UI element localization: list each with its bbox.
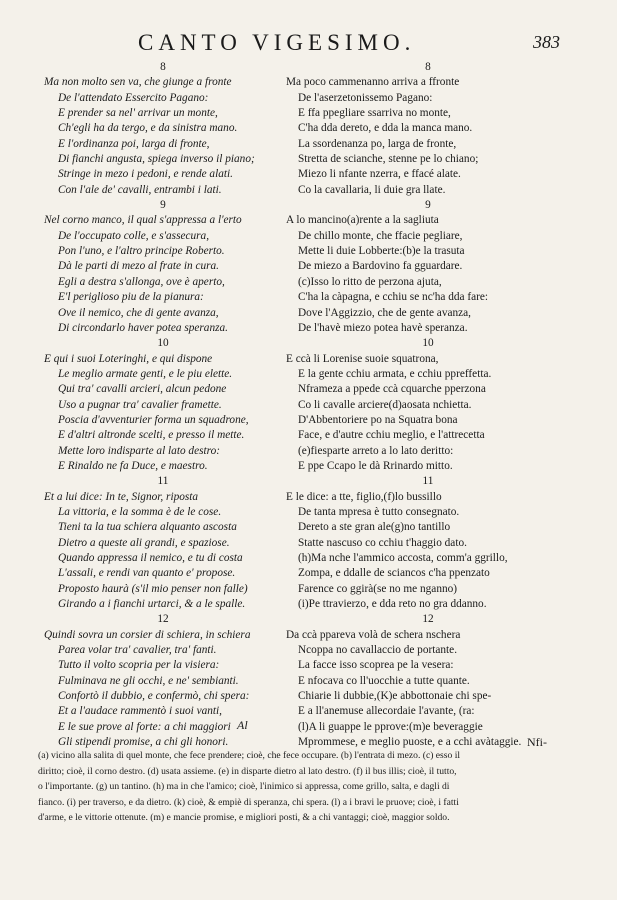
- verse-line: (e)fiesparte arreto a lo lato deritto:: [298, 444, 454, 457]
- verse-line: Ncoppa no cavallaccio de portante.: [298, 644, 458, 657]
- verse-line: Dà le parti di mezo al frate in cura.: [58, 260, 219, 273]
- verse-line: La vittoria, e la somma è de le cose.: [58, 505, 222, 518]
- verse-line: Di circondarlo haver potea speranza.: [58, 321, 228, 334]
- verse-line: Nframeza a ppede ccà cquarche pperzona: [298, 383, 486, 396]
- verse-line: E le dice: a tte, figlio,(f)lo bussillo: [286, 490, 442, 503]
- stanza-number: 9: [425, 199, 431, 212]
- verse-line: De chillo monte, che ffacie pegliare,: [298, 229, 463, 242]
- verse-line: De l'aserzetonissemo Pagano:: [298, 91, 433, 104]
- stanza-number: 8: [425, 61, 431, 73]
- verse-line: (l)A li guappe le pprove:(m)e beveraggie: [298, 720, 483, 733]
- stanza-number: 10: [422, 337, 434, 350]
- catchword-left: Al: [237, 718, 248, 732]
- verse-line: Tieni ta la tua schiera alquanto ascosta: [58, 521, 237, 534]
- verse-line: E Rinaldo ne fa Duce, e maestro.: [58, 459, 208, 472]
- verse-line: E d'altri altronde scelti, e presso il mette.: [58, 429, 245, 442]
- page-number: 383: [533, 32, 560, 52]
- italian-text-column: [44, 60, 282, 750]
- verse-line: E a ll'anemuse allecordaie l'avante, (ra:: [298, 705, 475, 718]
- verse-line: E'l periglioso piu de la pianura:: [58, 291, 204, 304]
- verse-line: Mprommese, e meglio puoste, e a cchi avàtaggie.: [298, 736, 522, 749]
- footnote-line: diritto; cioè, il corno destro. (d) usata assieme. (e) in disparte dietro al lato destro. (f) il bus illis; cioè, il tutto,: [38, 765, 457, 777]
- verse-line: Fulminava ne gli occhi, e ne' sembianti.: [58, 674, 239, 687]
- verse-line: Poscia d'avventurier forma un squadrone,: [58, 413, 249, 426]
- verse-line: E nfocava co ll'uocchie a tutte quante.: [298, 674, 470, 687]
- stanza-number: 11: [157, 475, 169, 488]
- verse-line: Co la cavallaria, li duie gra llate.: [298, 183, 446, 196]
- verse-line: Le meglio armate genti, e le piu elette.: [58, 367, 233, 380]
- dialect-text-column: [286, 60, 570, 750]
- verse-line: Tutto il volto scopria per la visiera:: [58, 659, 220, 672]
- verse-line: E ffa ppegliare ssarriva no monte,: [298, 107, 451, 120]
- verse-line: De tanta mpresa è tutto consegnato.: [298, 505, 460, 518]
- stanza-number: 11: [422, 475, 434, 488]
- verse-line: (h)Ma nche l'ammico accosta, comm'a ggrillo,: [298, 552, 508, 564]
- verse-line: E ppe Ccapo le dà Rrinardo mitto.: [298, 459, 453, 472]
- verse-line: Pon l'uno, e l'altro principe Roberto.: [58, 245, 225, 258]
- catchword-right: Nfi-: [527, 735, 547, 749]
- verse-line: Quando appressa il nemico, e tu di costa: [58, 552, 243, 564]
- verse-line: Ma non molto sen va, che giunge a fronte: [44, 76, 232, 89]
- footnote-line: (a) vicino alla salita di quel monte, che fece prendere; cioè, che fece occupare. (b) l'entrata di mezo. (c) esso il: [38, 750, 461, 761]
- verse-line: Face, e d'autre cchiu meglio, e l'attrecetta: [298, 429, 485, 442]
- verse-line: E le sue prove al forte: a chi maggiori: [58, 720, 231, 733]
- page-header: [60, 30, 560, 58]
- verse-line: Zompa, e ddalle de sciancos c'ha ppenzato: [298, 567, 490, 580]
- stanza-number: 12: [157, 613, 169, 626]
- verse-line: Dereto a ste gran ale(g)no tantillo: [298, 521, 451, 534]
- verse-line: C'ha dda dereto, e dda la manca mano.: [298, 122, 473, 135]
- verse-line: Stringe in mezo i pedoni, e rende alati.: [58, 168, 233, 181]
- verse-line: Stretta de scianche, stenne pe lo chiano;: [298, 153, 479, 166]
- verse-line: La facce isso scoprea pe la vesera:: [298, 659, 454, 672]
- footnote-line: o l'importante. (g) un tantino. (h) ma in che l'amico; cioè, l'inimico si appressa, come grillo, salta, e dagli di: [38, 781, 450, 792]
- verse-line: Con l'ale de' cavalli, entrambi i lati.: [58, 183, 222, 196]
- verse-line: (i)Pe ttravierzo, e dda reto no gra ddanno.: [298, 598, 487, 611]
- verse-line: De l'attendato Essercito Pagano:: [58, 91, 209, 104]
- verse-line: E prender sa nel' arrivar un monte,: [58, 107, 218, 120]
- footnotes: [38, 748, 581, 826]
- verse-line: Mette li duie Lobberte:(b)e la trasuta: [298, 245, 465, 258]
- verse-line: E ccà li Lorenise suoie squatrona,: [286, 352, 439, 365]
- verse-line: De miezo a Bardovino fa gguardare.: [298, 260, 463, 273]
- verse-line: Di fianchi angusta, spiega inverso il piano;: [58, 153, 255, 166]
- footnote-line: fianco. (i) per traverso, e da dietro. (k) cioè, & empiè di speranza, chi spera. (l) a i bravi le pruove; cioè, i fatti: [38, 796, 459, 808]
- verse-line: Confortò il dubbio, e confermò, chi spera:: [58, 690, 250, 703]
- verse-line: Proposto haurà (s'il mio penser non falle): [58, 582, 248, 595]
- verse-line: Dove l'Aggizzio, che de gente avanza,: [298, 306, 471, 319]
- verse-line: Dietro a queste ali grandi, e spaziose.: [58, 536, 230, 549]
- verse-line: Uso a pugnar tra' cavalier framette.: [58, 398, 222, 411]
- verse-line: Farence co ggirà(se no me nganno): [298, 582, 458, 595]
- verse-line: L'assali, e rendi van quanto e' propose.: [58, 567, 236, 580]
- verse-line: De l'havè miezo potea havè speranza.: [298, 321, 468, 334]
- verse-line: E l'ordinanza poi, larga di fronte,: [58, 137, 210, 150]
- verse-line: Quindi sovra un corsier di schiera, in schiera: [44, 628, 251, 641]
- verse-line: Ch'egli ha da tergo, e da sinistra mano.: [58, 122, 238, 135]
- verse-line: (c)Isso lo ritto de perzona ajuta,: [298, 275, 442, 288]
- verse-line: Parea volar tra' cavalier, tra' fanti.: [58, 644, 217, 657]
- verse-line: Girando a i fianchi urtarci, & a le spalle.: [58, 598, 246, 611]
- verse-line: E qui i suoi Loteringhi, e qui dispone: [44, 352, 213, 365]
- verse-line: Ove il nemico, che di gente avanza,: [58, 306, 219, 319]
- verse-line: A lo mancino(a)rente a la sagliuta: [286, 214, 439, 227]
- stanza-number: 12: [422, 613, 434, 626]
- verse-line: Nel corno manco, il qual s'appressa a l'erto: [44, 214, 242, 227]
- verse-line: Miezo li nfante nzerra, e ffacé alate.: [298, 168, 461, 181]
- verse-line: Mette loro indisparte al lato destro:: [58, 444, 221, 457]
- verse-line: Statte nascuso co cchiu t'haggio dato.: [298, 536, 467, 549]
- verse-line: Et a l'audace rammentò i suoi vanti,: [58, 705, 223, 718]
- verse-line: De l'occupato colle, e s'assecura,: [58, 229, 210, 242]
- stanza-number: 9: [160, 199, 166, 212]
- verse-line: Da ccà ppareva volà de schera nschera: [286, 628, 461, 641]
- verse-line: Ma poco cammenanno arriva a ffronte: [286, 76, 460, 89]
- verse-line: Et a lui dice: In te, Signor, riposta: [44, 490, 199, 503]
- footnote-line: d'arme, e le vittorie ottenute. (m) e mancie promise, e migliori posti, & a chi vantaggi; cioè, maggior soldo.: [38, 812, 450, 823]
- verse-line: Co li cavalle arciere(d)aosata nchietta.: [298, 398, 472, 411]
- verse-line: Chiarie li dubbie,(K)e abbottonaie chi spe-: [298, 690, 492, 703]
- verse-line: La ssordenanza po, larga de fronte,: [298, 137, 457, 150]
- running-title: CANTO VIGESIMO.: [138, 30, 416, 55]
- verse-line: Gli stipendi promise, a chi gli honori.: [58, 736, 229, 749]
- stanza-number: 10: [157, 337, 169, 350]
- verse-line: Egli a destra s'allonga, ove è aperto,: [58, 275, 225, 288]
- verse-line: Qui tra' cavalli arcieri, alcun pedone: [58, 383, 227, 396]
- verse-line: C'ha la càpagna, e cchiu se nc'ha dda fare:: [298, 291, 489, 304]
- stanza-number: 8: [160, 61, 166, 73]
- verse-line: E la gente cchiu armata, e cchiu ppreffetta.: [298, 367, 492, 380]
- verse-line: D'Abbentoriere po na Squatra bona: [298, 413, 458, 426]
